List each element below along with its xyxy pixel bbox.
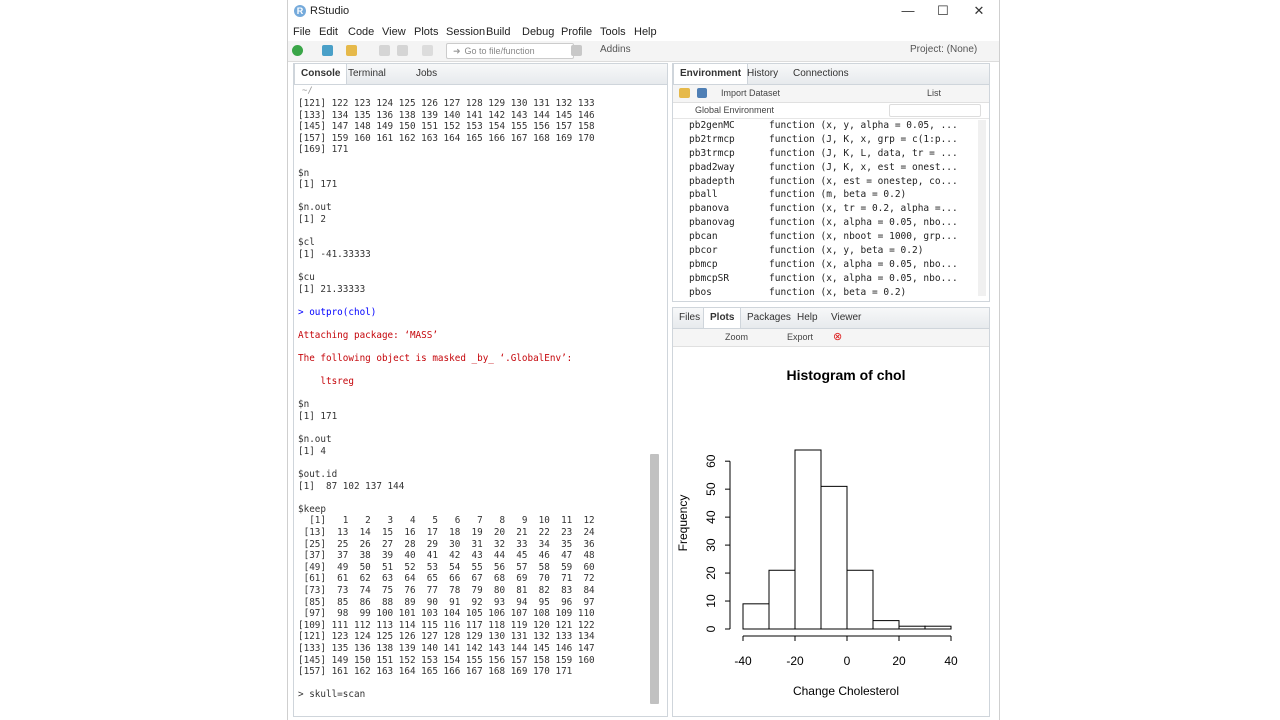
console-line xyxy=(298,226,648,238)
title-bar xyxy=(288,0,999,23)
variable-name: pb2genMC xyxy=(689,120,735,131)
environment-row[interactable] xyxy=(673,147,973,161)
console-line: [145] 147 148 149 150 151 152 153 154 155 156 157 158 xyxy=(298,121,595,133)
variable-value: function (J, K, L, data, tr = ... xyxy=(769,147,958,159)
variable-name: pb3trmcp xyxy=(689,147,735,159)
console-line: $n.out xyxy=(298,434,332,446)
import-dataset-button[interactable]: Import Dataset xyxy=(721,88,781,98)
variable-name: pbmcp xyxy=(689,258,718,270)
variable-value: function (J, K, x, grp = c(1:p... xyxy=(769,133,958,145)
menu-view[interactable]: View xyxy=(382,26,406,38)
environment-row[interactable] xyxy=(673,133,973,147)
variable-value: function (x, alpha = 0.05, nbo... xyxy=(769,217,958,229)
console-line: $n.out xyxy=(298,202,332,214)
console-line: [85] 85 86 88 89 90 91 92 93 94 95 96 97 xyxy=(298,596,595,608)
console-line: [97] 98 99 100 101 103 104 105 106 107 108 109 110 xyxy=(298,608,595,620)
remove-plot-icon[interactable]: ⊗ xyxy=(833,331,843,343)
save-all-icon[interactable] xyxy=(397,45,408,56)
open-workspace-icon[interactable] xyxy=(679,88,690,98)
open-file-icon[interactable] xyxy=(346,45,357,56)
variable-value: function (x, alpha = 0.05, nbo... xyxy=(769,272,958,284)
console-line: [1] 2 xyxy=(298,213,326,225)
environment-table xyxy=(673,119,973,300)
console-line: [121] 122 123 124 125 126 127 128 129 130 131 132 133 xyxy=(298,98,595,109)
maximize-button[interactable]: ☐ xyxy=(937,3,949,18)
environment-toolbar xyxy=(673,85,989,103)
console-line xyxy=(298,492,648,504)
save-icon[interactable] xyxy=(379,45,390,56)
histogram-bar xyxy=(795,450,821,629)
console-line: [145] 149 150 151 152 153 154 155 156 157 158 159 160 xyxy=(298,654,595,666)
list-view-dropdown[interactable]: List xyxy=(927,88,942,98)
variable-value: function (x, beta = 0.2) xyxy=(769,286,907,298)
console-line: [13] 13 14 15 16 17 18 19 20 21 22 23 24 xyxy=(298,526,595,538)
x-tick-label: 20 xyxy=(892,654,906,668)
console-line xyxy=(298,341,648,353)
x-tick-label: 40 xyxy=(944,654,958,668)
console-line: [169] 171 xyxy=(298,144,349,156)
variable-name: pbcor xyxy=(689,245,718,257)
x-tick-label: -40 xyxy=(734,654,752,668)
menu-plots[interactable]: Plots xyxy=(414,26,439,38)
y-tick-label: 60 xyxy=(704,454,718,468)
tab-jobs[interactable]: Jobs xyxy=(416,68,438,79)
variable-name: pbadepth xyxy=(689,175,735,187)
environment-scrollbar[interactable] xyxy=(978,120,986,296)
histogram-bar xyxy=(847,570,873,629)
menu-help[interactable]: Help xyxy=(634,26,657,38)
histogram-bar xyxy=(821,486,847,629)
console-pane xyxy=(293,63,668,717)
environment-row[interactable] xyxy=(673,216,973,230)
environment-scope-dropdown[interactable]: Global Environment xyxy=(695,105,775,115)
histogram-bar xyxy=(873,621,899,629)
y-tick-label: 50 xyxy=(704,482,718,496)
tab-packages[interactable]: Packages xyxy=(747,312,791,323)
console-line: [133] 135 136 138 139 140 141 142 143 144 145 146 147 xyxy=(298,642,595,654)
tab-console[interactable]: Console xyxy=(294,64,347,84)
plots-toolbar xyxy=(673,329,989,347)
y-tick-label: 10 xyxy=(704,594,718,608)
console-line: [1] -41.33333 xyxy=(298,248,371,260)
zoom-button[interactable]: Zoom xyxy=(725,332,749,342)
environment-pane xyxy=(672,63,990,302)
chart-title: Histogram of chol xyxy=(786,367,906,383)
console-line xyxy=(298,191,648,203)
tab-history[interactable]: History xyxy=(747,68,779,79)
console-line: [1] 87 102 137 144 xyxy=(298,480,405,492)
window-title: RStudio xyxy=(310,5,350,17)
console-line: [157] 159 160 161 162 163 164 165 166 167 168 169 170 xyxy=(298,132,595,144)
variable-value: function (J, K, x, est = onest... xyxy=(769,161,958,173)
environment-row[interactable] xyxy=(673,202,973,216)
menu-bar xyxy=(288,23,999,41)
console-line: $n xyxy=(298,167,310,179)
go-to-file-function-input[interactable] xyxy=(446,43,574,59)
console-line: $cu xyxy=(298,271,315,283)
environment-row[interactable] xyxy=(673,272,973,286)
console-line: [61] 61 62 63 64 65 66 67 68 69 70 71 72 xyxy=(298,573,595,585)
variable-name: pbcan xyxy=(689,231,718,243)
console-line: $n xyxy=(298,399,310,411)
menu-edit[interactable]: Edit xyxy=(319,26,338,38)
tab-help[interactable]: Help xyxy=(797,312,818,323)
console-line xyxy=(298,295,648,307)
console-line: [1] 21.33333 xyxy=(298,283,366,295)
histogram-bar xyxy=(925,626,951,629)
console-line: ltsreg xyxy=(298,376,354,388)
grid-icon[interactable] xyxy=(571,45,582,56)
print-icon[interactable] xyxy=(422,45,433,56)
variable-value: function (x, nboot = 1000, grp... xyxy=(769,231,958,243)
environment-scope-bar xyxy=(673,102,989,119)
menu-build[interactable]: Build xyxy=(486,26,511,38)
environment-row[interactable] xyxy=(673,119,973,133)
project-menu[interactable]: Project: (None) xyxy=(910,44,978,55)
histogram-bar xyxy=(899,626,925,629)
y-tick-label: 40 xyxy=(704,510,718,524)
tab-plots[interactable]: Plots xyxy=(703,308,741,328)
console-line: [1] 171 xyxy=(298,411,338,423)
console-line xyxy=(298,156,648,168)
files-plots-pane xyxy=(672,307,990,717)
environment-row[interactable] xyxy=(673,188,973,202)
y-tick-label: 30 xyxy=(704,538,718,552)
main-toolbar xyxy=(288,41,999,62)
y-tick-label: 0 xyxy=(704,625,718,633)
variable-name: pbos xyxy=(689,286,712,298)
console-output[interactable] xyxy=(298,98,648,712)
console-line xyxy=(298,388,648,400)
histogram-bar xyxy=(743,604,769,629)
tab-terminal[interactable]: Terminal xyxy=(348,68,386,79)
x-axis-label: Change Cholesterol xyxy=(792,684,900,698)
variable-value: function (x, tr = 0.2, alpha =... xyxy=(769,203,958,215)
tab-files[interactable]: Files xyxy=(679,312,701,323)
rstudio-logo-icon: R xyxy=(294,5,306,17)
variable-name: pbmcpSR xyxy=(689,272,730,284)
environment-row[interactable] xyxy=(673,286,973,300)
environment-search-input[interactable] xyxy=(889,104,981,117)
environment-row[interactable] xyxy=(673,161,973,175)
console-line: [73] 73 74 75 76 77 78 79 80 81 82 83 84 xyxy=(298,584,595,596)
console-line: $cl xyxy=(298,237,315,249)
go-to-placeholder: Go to file/function xyxy=(464,46,535,56)
close-button[interactable]: ✕ xyxy=(973,3,985,18)
console-line: [49] 49 50 51 52 53 54 55 56 57 58 59 60 xyxy=(298,561,595,573)
variable-value: function (x, y, alpha = 0.05, ... xyxy=(769,120,958,131)
environment-row[interactable] xyxy=(673,258,973,272)
environment-row[interactable] xyxy=(673,244,973,258)
working-directory: ~/ xyxy=(302,86,313,96)
console-line: [37] 37 38 39 40 41 42 43 44 45 46 47 48 xyxy=(298,550,595,562)
console-line: [1] 171 xyxy=(298,179,338,191)
console-line xyxy=(298,678,648,690)
y-axis-label: Frequency xyxy=(676,494,690,552)
go-arrow-icon: ➜ xyxy=(453,46,461,56)
console-line: [133] 134 135 136 138 139 140 141 142 143 144 145 146 xyxy=(298,109,595,121)
console-line xyxy=(298,318,648,330)
menu-debug[interactable]: Debug xyxy=(522,26,555,38)
console-line: [1] 1 2 3 4 5 6 7 8 9 10 11 12 xyxy=(298,515,595,527)
console-line: [1] 4 xyxy=(298,445,326,457)
console-line xyxy=(298,423,648,435)
histogram-bar xyxy=(769,570,795,629)
variable-value: function (x, est = onestep, co... xyxy=(769,175,958,187)
console-line: [121] 123 124 125 126 127 128 129 130 131 132 133 134 xyxy=(298,631,595,643)
variable-value: function (m, beta = 0.2) xyxy=(769,189,907,201)
tab-environment[interactable]: Environment xyxy=(673,64,748,84)
x-tick-label: 0 xyxy=(843,654,851,668)
console-line: $out.id xyxy=(298,469,338,480)
console-line: Attaching package: ‘MASS’ xyxy=(298,329,438,341)
console-line: The following object is masked _by_ ‘.GlobalEnv’: xyxy=(298,353,573,365)
variable-name: pb2trmcp xyxy=(689,133,735,145)
console-scrollbar[interactable] xyxy=(650,454,659,704)
console-line xyxy=(298,260,648,272)
export-button[interactable]: Export xyxy=(787,332,814,342)
variable-name: pball xyxy=(689,189,718,201)
x-tick-label: -20 xyxy=(786,654,804,668)
variable-name: pbad2way xyxy=(689,161,735,173)
menu-code[interactable]: Code xyxy=(348,26,375,38)
console-line: $keep xyxy=(298,503,326,515)
environment-row[interactable] xyxy=(673,175,973,189)
new-project-icon[interactable] xyxy=(322,45,333,56)
rstudio-window xyxy=(287,0,1000,720)
menu-file[interactable]: File xyxy=(293,26,311,38)
console-line: [25] 25 26 27 28 29 30 31 32 33 34 35 36 xyxy=(298,538,595,550)
console-line: [109] 111 112 113 114 115 116 117 118 119 120 121 122 xyxy=(298,619,595,631)
y-tick-label: 20 xyxy=(704,566,718,580)
save-workspace-icon[interactable] xyxy=(697,88,707,98)
tab-connections[interactable]: Connections xyxy=(793,68,849,79)
console-tab-bar xyxy=(294,64,667,85)
menu-tools[interactable]: Tools xyxy=(600,26,626,38)
environment-tab-bar xyxy=(673,64,989,85)
plots-tab-bar xyxy=(673,308,989,329)
menu-session[interactable]: Session xyxy=(446,26,486,38)
console-line: > skull=scan xyxy=(298,689,366,701)
addins-menu[interactable]: Addins xyxy=(600,44,631,55)
tab-viewer[interactable]: Viewer xyxy=(831,312,862,323)
console-line xyxy=(298,457,648,469)
variable-value: function (x, y, beta = 0.2) xyxy=(769,245,924,257)
environment-row[interactable] xyxy=(673,230,973,244)
variable-name: pbanova xyxy=(689,203,730,215)
new-file-icon[interactable] xyxy=(292,45,303,56)
menu-profile[interactable]: Profile xyxy=(561,26,593,38)
variable-value: function (x, alpha = 0.05, nbo... xyxy=(769,258,958,270)
variable-name: pbanovag xyxy=(689,217,735,229)
histogram-chart xyxy=(673,348,989,714)
minimize-button[interactable]: — xyxy=(901,3,915,18)
console-line: > outpro(chol) xyxy=(298,306,377,318)
console-line: [157] 161 162 163 164 165 166 167 168 169 170 171 xyxy=(298,666,573,678)
console-line xyxy=(298,365,648,377)
